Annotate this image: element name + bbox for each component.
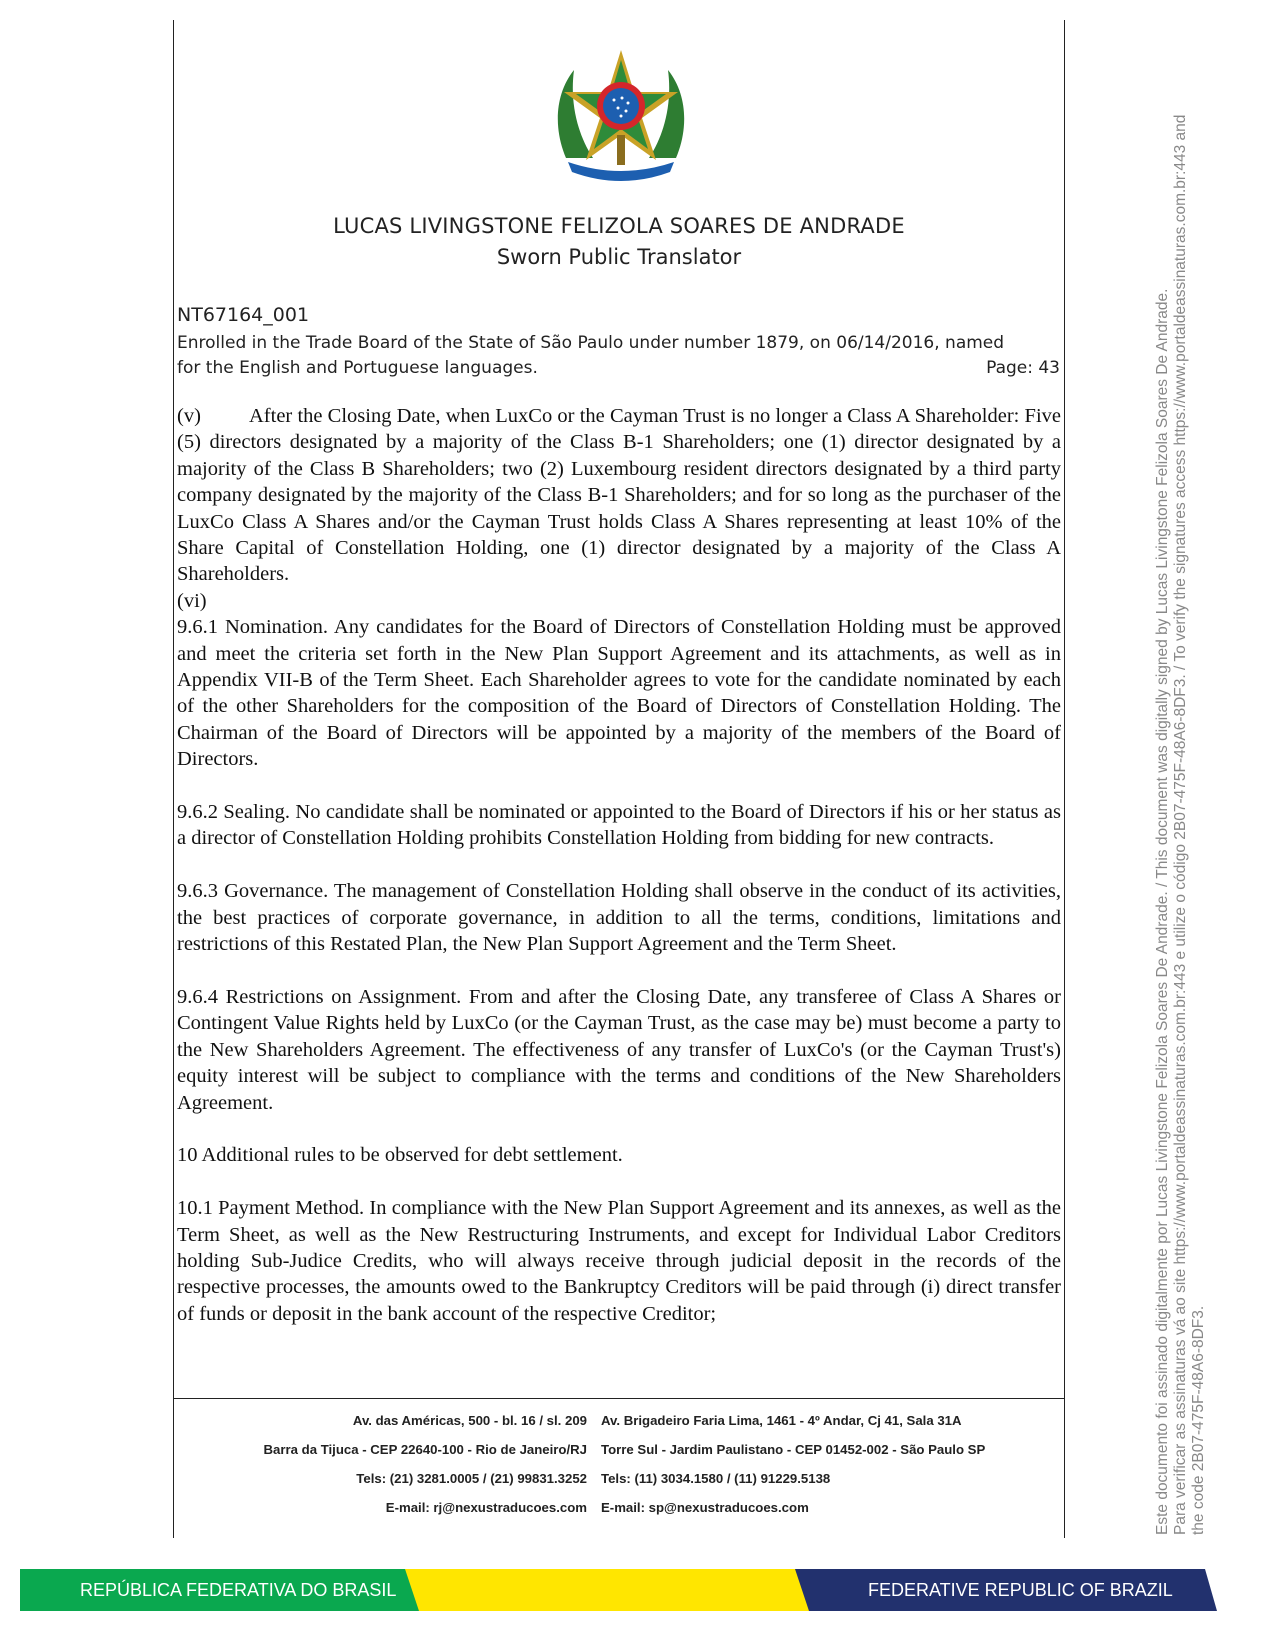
clause-10: 10 Additional rules to be observed for debt settlement. (177, 1144, 623, 1167)
rj-address: Av. das Américas, 500 - bl. 16 / sl. 209 (352, 1413, 587, 1428)
band-text-english: FEDERATIVE REPUBLIC OF BRAZIL (868, 1580, 1173, 1600)
translator-name: LUCAS LIVINGSTONE FELIZOLA SOARES DE ANDRADE (333, 214, 905, 238)
item-vi-label: (vi) (177, 589, 207, 612)
digital-signature-note (1154, 0, 1208, 1535)
item-v-text: After the Closing Date, when LuxCo or the Cayman Trust is no longer a Class A Shareholder: Five (5) directors designated by a majority of the Class B-1 Shareholders; one (1) director designated by a majority of the Class B Shareholders; two (2) Luxembourg resident directors designated by a third party company designated by the majority of the Class B-1 Shareholders; and for so long as the purchaser of the LuxCo Class A Shares and/or the Cayman Trust holds Class A Shares representing at least 10% of the Share Capital of Constellation Holding, one (1) director designated by a majority of the Class A Shareholders. (177, 405, 1061, 586)
item-v (177, 403, 1061, 588)
footer-divider (173, 1398, 1065, 1399)
rj-city: Barra da Tijuca - CEP 22640-100 - Rio de Janeiro/RJ (263, 1442, 587, 1457)
sp-city: Torre Sul - Jardim Paulistano - CEP 01452-002 - São Paulo SP (601, 1442, 986, 1457)
enrollment-line: Enrolled in the Trade Board of the State of São Paulo under number 1879, on 06/14/2016, named (177, 333, 1005, 353)
sp-address: Av. Brigadeiro Faria Lima, 1461 - 4º Andar, Cj 41, Sala 31A (601, 1413, 962, 1428)
brazil-coat-of-arms-icon (548, 40, 694, 190)
band-text-portuguese: REPÚBLICA FEDERATIVA DO BRASIL (80, 1580, 397, 1600)
clause-9-6-4: 9.6.4 Restrictions on Assignment. From and after the Closing Date, any transferee of Class A Shares or Contingent Value Rights held by LuxCo (or the Cayman Trust, as the case may be) must become a party to the New Shareholders Agreement. The effectiveness of any transfer of LuxCo's (or the Cayman Trust's) equity interest will be subject to compliance with the terms and conditions of the New Shareholders Agreement. (177, 985, 1061, 1114)
clause-9-6-1: 9.6.1 Nomination. Any candidates for the Board of Directors of Constellation Holding must be approved and meet the criteria set forth in the New Plan Support Agreement and its attachments, as well as in Appendix VII-B of the Term Sheet. Each Shareholder agrees to vote for the candidate nominated by each of the other Shareholders for the composition of the Board of Directors of Constellation Holding. The Chairman of the Board of Directors will be appointed by a majority of the members of the Board of Directors. (177, 616, 1061, 771)
clause-10-1: 10.1 Payment Method. In compliance with the New Plan Support Agreement and its annexes, as well as the Term Sheet, as well as the New Restructuring Instruments, and except for Individual Labor Creditors holding Sub-Judice Credits, who will always receive through judicial deposit in the records of the respective processes, the amounts owed to the Bankruptcy Creditors will be paid through (i) direct transfer of funds or deposit in the bank account of the respective Creditor; (177, 1197, 1061, 1325)
document-body (177, 403, 1061, 1327)
signature-note-line-1: Este documento foi assinado digitalmente por Lucas Livingstone Felizola Soares De Andrade. / This document was digitally signed by Lucas Livingstone Felizola Soares De Andrade. (1154, 288, 1171, 1535)
enrollment-line-cont (177, 356, 1060, 381)
signature-note-line-3: the code 2B07-475F-48A6-8DF3. (1190, 1305, 1207, 1535)
rj-phones: Tels: (21) 3281.0005 / (21) 99831.3252 (356, 1471, 587, 1486)
clause-9-6-3: 9.6.3 Governance. The management of Constellation Holding shall observe in the conduct of its activities, the best practices of corporate governance, in addition to all the terms, conditions, limitations and restrictions of this Restated Plan, the New Plan Support Agreement and the Term Sheet. (177, 880, 1061, 956)
enrollment-languages: for the English and Portuguese languages. (177, 358, 538, 378)
flag-band-yellow (405, 1569, 825, 1611)
rj-email: E-mail: rj@nexustraducoes.com (385, 1500, 587, 1515)
sp-phones: Tels: (11) 3034.1580 / (11) 91229.5138 (601, 1471, 831, 1486)
clause-9-6-2: 9.6.2 Sealing. No candidate shall be nominated or appointed to the Board of Directors if his or her status as a director of Constellation Holding prohibits Constellation Holding from bidding for new contracts. (177, 801, 1061, 850)
sp-email: E-mail: sp@nexustraducoes.com (601, 1500, 809, 1515)
document-id: NT67164_001 (177, 304, 310, 326)
signature-note-line-2: Para verificar as assinaturas vá ao site https://www.portaldeassinaturas.com.br:443 e utilize o código 2B07-475F-48A6-8DF3. / To verify the signatures access https://www.portaldeassinaturas.com.br:443 and (1172, 114, 1189, 1535)
page-number: Page: 43 (986, 358, 1060, 378)
item-v-label: (v) (177, 405, 201, 427)
translator-title: Sworn Public Translator (496, 245, 742, 269)
footer-addresses (173, 1413, 1065, 1529)
